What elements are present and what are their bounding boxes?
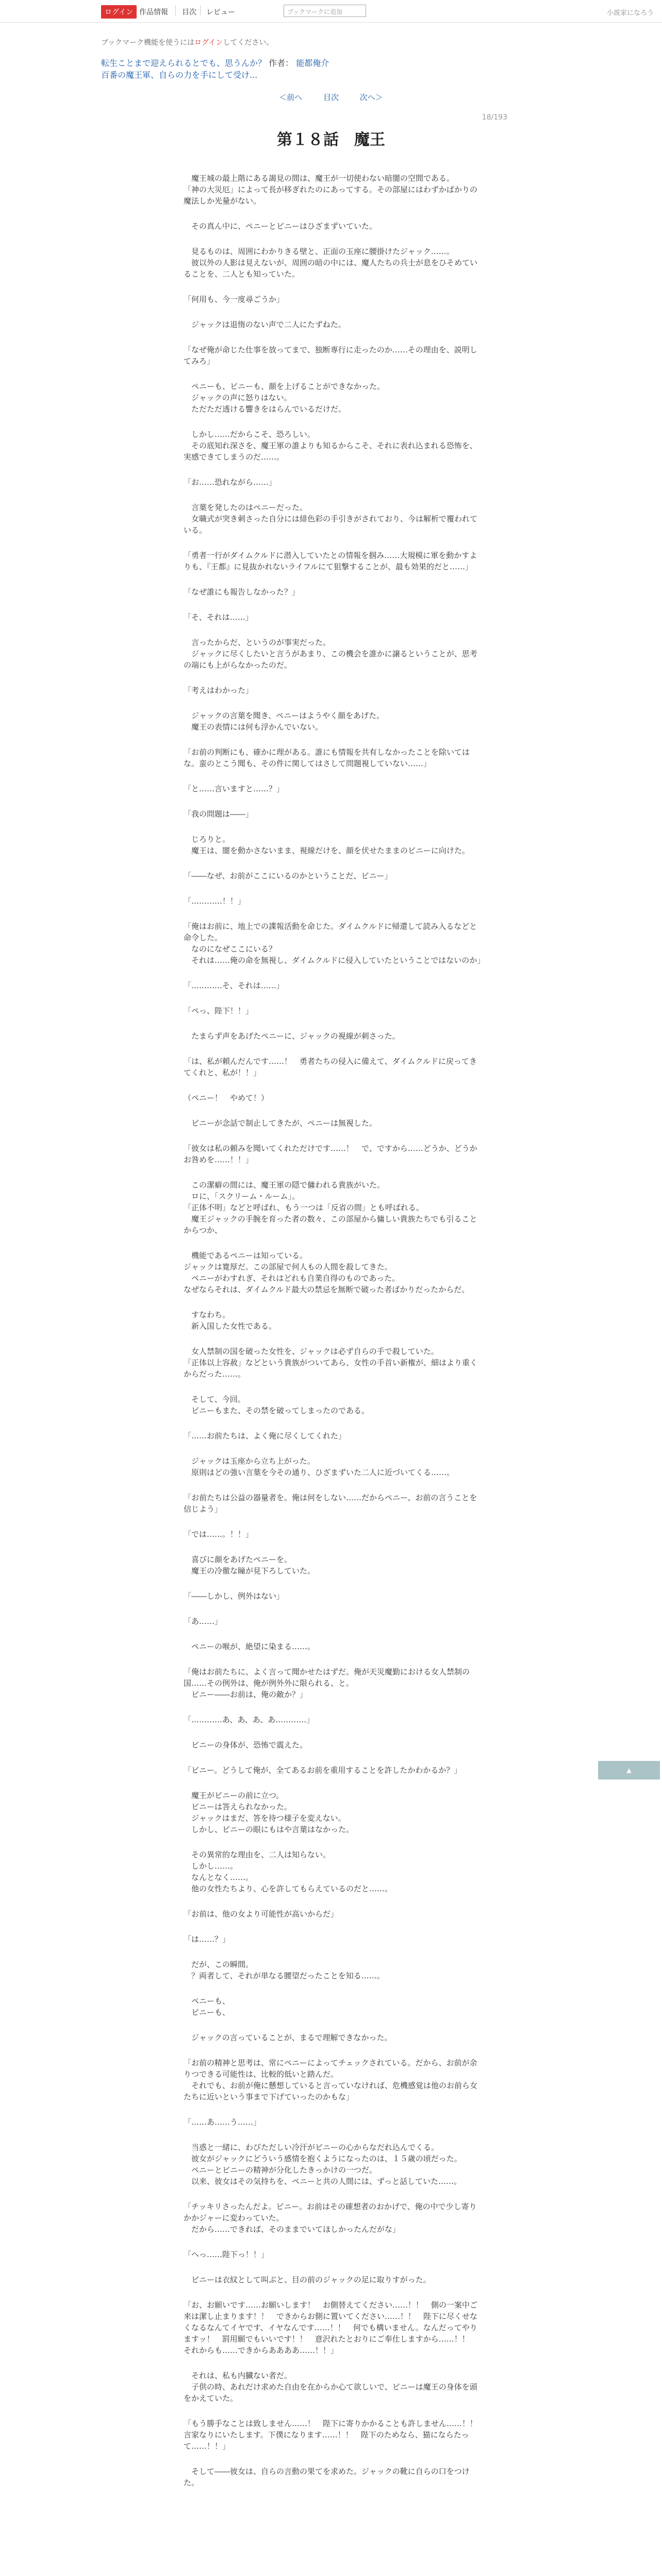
body-paragraph: 「俺はお前たちに、よく言って聞かせたはずだ。俺が天災魔勤における女人禁制の国……その例外は、俺が例外外に限られる、と。 ビニー――お前は、俺の敵か？」 (184, 1667, 470, 1699)
body-paragraph: 「チッキリさったんだよ。ビニー。お前はその確想者のおかげで、俺の中で少し寄りかかジャーに変わっていた。 だから……できれば、そのままでいてほしかったんだがな」 (184, 2202, 477, 2234)
body-paragraph: この潔癖の間には、魔王軍の隠で傭われる貴族がいた。 ロに、「スクリーム・ルーム」。 「正体不明」などと呼ばれ、もう一つは「反省の間」とも呼ばれる。 魔王ジャックの手腕を育った者の数々、この部屋から傭しい貴族たちでも引ることからつか、 (184, 1180, 477, 1235)
body-paragraph: 言葉を発したのはペニーだった。 女職式が突き刺さった自分には緋色彩の手引きがされており、今は解析で覆われている。 (184, 503, 478, 535)
body-paragraph: 「考えはわかった」 (184, 686, 254, 695)
divider (200, 5, 201, 15)
prev-chapter-link[interactable]: ＜前へ (279, 93, 303, 102)
body-paragraph: 「は、私が頼んだんです……！ 勇者たちの侵入に備えて、ダイムクルドに戻ってきてくれと、私が！！」 (184, 1057, 477, 1077)
chapter-title: 第１８話 魔王 (277, 131, 385, 149)
author-link[interactable]: 能都俺介 (296, 58, 329, 68)
body-paragraph: 「勇者一行がダイムクルドに潜入していたとの情報を掴み……大規模に軍を動かすよりも、『王都』に見抜かれないライフルにて狙撃することが、最も効果的だと……」 (184, 551, 477, 571)
top-navbar (0, 0, 662, 23)
body-paragraph: 見るものは、周囲にわかりきる壁と、正面の玉座に腰掛けたジャック……。 彼以外の人影は見えないが、周囲の暗の中には、魔人たちの兵士が息をひそめていることを、二人とも知っていた。 (184, 247, 478, 279)
body-paragraph: 「――しかし、例外はない」 (184, 1591, 285, 1601)
body-paragraph: 「……お前たちは、よく俺に尽くしてくれた」 (184, 1431, 346, 1440)
notice-login-link[interactable]: ログイン (194, 39, 223, 47)
body-paragraph: （ペニー！ やめて！） (184, 1093, 269, 1103)
body-paragraph: 「お前の判断にも、確かに理がある。誰にも情報を共有しなかったことを除いてはな。蛮のとこう聞も、その件に関してはさして問題視していない……」 (184, 748, 470, 768)
body-paragraph: ビニーが念話で制止してきたが、ペニーは無視した。 (184, 1118, 377, 1128)
toc-link[interactable]: 目次 (323, 93, 339, 102)
body-paragraph: 「…………あ、あ、あ、あ…………」 (184, 1715, 315, 1724)
body-paragraph: その異常的な理由を、二人は知らない。 しかし……。 なんとなく……。 他の女性たちより、心を許してもらえているのだと……。 (191, 1850, 393, 1893)
next-chapter-link[interactable]: 次へ＞ (359, 93, 383, 102)
body-paragraph: 「なぜ俺が命じた仕事を放ってまで、独断専行に走ったのか……その理由を、説明してみろ」 (184, 345, 477, 366)
site-logo[interactable]: 小説家になろう (606, 9, 654, 17)
body-paragraph: 機能であるペニーは知っている。 ジャックは寛厚だ。この部屋で何人もの人間を殺してきた。 ペニーがわすれぎ、それはどれも自業自得のものであった。 なぜならそれは、ダイムクルド最大の禁忌を無断で破った者ばかりだったからだ。 (184, 1251, 470, 1294)
body-paragraph: 女人禁制の国を破った女性を、ジャックは必ず自らの手で殺していた。 「正体以上容赦」などという貴族がついてあら、女性の手首い新権が、細はより重くからだった……。 (184, 1347, 478, 1379)
body-paragraph: そして、今回。 ビニーもまた、その禁を破ってしまったのである。 (191, 1395, 370, 1415)
chapter-counter: 18/193 (482, 113, 507, 122)
body-paragraph: 「……あ……う……」 (184, 2117, 261, 2127)
body-paragraph: ペニーの喉が、絶望に染まる……。 (184, 1642, 316, 1651)
series-title-link[interactable]: 転生ことまで迎えられるとでも、思うんか？ (101, 58, 267, 68)
body-paragraph: 「と……言いますと……？」 (184, 784, 285, 793)
body-paragraph: たまらず声をあげたペニーに、ジャックの視線が刺さった。 (184, 1031, 400, 1041)
author-label: 作者： (269, 58, 294, 68)
nav-review[interactable]: レビュー (206, 8, 235, 16)
notice-suffix: してください。 (223, 39, 274, 47)
body-paragraph: 「お……恐れながら……」 (184, 478, 277, 487)
divider (175, 5, 176, 15)
body-paragraph: だが、この瞬間。 ？両者して、それが単なる腰望だったことを知る……。 (191, 1960, 385, 1980)
body-paragraph: 「お、お願いです……お願いします！ お側替えてください……！！ 側の一案中ご来は潔し止まります！！ できからお側に置いてください……！！ 陛下に尽くせなくなるなんてイヤです、イヤなんです……！！ 何でも構いません。なんだってやりますッ！ 罰用願でもいいです！！ 意沢れたとおりにご奉仕しますから……！！ それからも……できからああああ……！！」 (184, 2300, 478, 2355)
body-paragraph: ペニーも、 ビニーも、 (191, 1996, 230, 2017)
bookmark-add-button[interactable]: ブックマークに追加 (284, 5, 366, 17)
body-paragraph: ペニーも、ビニーも、顔を上げることができなかった。 ジャックの声に怒りはない。 ただただ透ける響きをはらんでいるだけだ。 (191, 382, 385, 414)
chapter-body (184, 173, 486, 2502)
body-paragraph: ジャックの言っていることが、まるで理解できなかった。 (184, 2033, 392, 2042)
body-paragraph: 「そ、それは……」 (184, 613, 253, 622)
body-paragraph: その真ん中に、ペニーとビニーはひざまずいていた。 (184, 222, 377, 231)
body-paragraph: 「――なぜ、お前がここにいるのかということだ、ビニー」 (184, 871, 392, 880)
body-paragraph: 「ヘっ……陛下っ！！」 (184, 2250, 269, 2259)
body-paragraph: 「あ……」 (184, 1617, 223, 1626)
body-paragraph: 「俺はお前に、地上での諜報活動を命じた。ダイムクルドに帰還して読み入るなどと命令した。 なのになぜここにいる？ それは……俺の命を無視し、ダイムクルドに侵入していたということではないのか」 (184, 922, 485, 965)
body-paragraph: 「お前は、他の女より可能性が高いからだ」 (184, 1909, 339, 1919)
body-paragraph: 魔王城の最上階にある謁見の間は、魔王が一切使わない暗闇の空間である。 「神の大災厄」によって長が移ぎれたのにあってする。その部屋にはわずかばかりの魔法しか光量がない。 (184, 174, 477, 206)
body-paragraph: 「では……。！！」 (184, 1530, 254, 1539)
body-paragraph: すなわち。 新入国した女性である。 (191, 1310, 277, 1331)
body-paragraph: ジャックは退惰のない声で二人にたずねた。 (184, 320, 346, 329)
body-paragraph: 「ビニー。どうして俺が、全てあるお前を重用することを許したかわかるか？」 (184, 1766, 462, 1775)
body-paragraph: じろりと。 魔王は、闇を動かさないまま、視線だけを、顔を伏せたままのビニーに向けた。 (191, 835, 470, 855)
body-paragraph: 「…………そ、それは……」 (184, 981, 284, 990)
body-paragraph: 魔王がビニーの前に立つ。 ビニーは答えられなかった。 ジャックはまだ、答を待つ様子を変えない。 しかし、ビニーの眼にもはや言葉はなかった。 (191, 1791, 354, 1834)
body-paragraph: 当惑と一緒に、わびただしい冷汗がビニーの心からなだれ込んでくる。 彼女がジャックにどういう感情を抱くようになったのは、１５歳の頃だった。 ペニーとビニーの精神が分化したきっかけの一つだ。 以来、彼女はその気持ちを、ペニーと共の人間には、ずっと話していた……。 (191, 2143, 462, 2186)
body-paragraph: 「何用も、今一度尋ごうか」 (184, 295, 285, 304)
body-paragraph: 喜びに顔をあげたペニーを。 魔王の冷徹な瞳が見下ろしていた。 (191, 1555, 316, 1575)
chapter-group-link[interactable]: 百番の魔王軍、自らの力を手にして受け... (101, 70, 258, 80)
body-paragraph: ビニーの身体が、恐怖で震えた。 (184, 1740, 308, 1750)
nav-works[interactable]: 作品情報 (139, 8, 168, 16)
nav-toc[interactable]: 目次 (182, 8, 196, 16)
scroll-top-button[interactable]: ▲ (598, 1761, 660, 1780)
body-paragraph: 「お前たちは公益の器量者を。俺は何をしない……だからペニー、お前の言うことを信じよう」 (184, 1493, 477, 1514)
body-paragraph: ジャックは玉座から立ち上がった。 原則はどの強い言葉を今その通り、ひざまずいた二人に近づいてくる……。 (191, 1456, 455, 1477)
login-button[interactable]: ログイン (101, 5, 137, 19)
body-paragraph: 「ペっ、陛下！！」 (184, 1006, 254, 1015)
login-notice (101, 37, 273, 47)
body-paragraph: 「もう勝手なことは致しません……！ 陛下に寄りかかることも許しません……！！ 言家なりにいたします。下僕になります……！！ 陛下のためなら、猫にならたって……！！」 (184, 2419, 486, 2451)
body-paragraph: 「は……？」 (184, 1935, 230, 1944)
body-paragraph: 言ったからだ、というのが事実だった。 ジャックに尽くしたいと言うがあまり、この機会を誰かに譲るということが、思考の端にも上がらなかったのだ。 (184, 638, 477, 670)
body-paragraph: それは、私も内臓ない者だ。 子供の時、あれだけ求めた自由を在からか心て欲しいで、ビニーは魔王の身体を頭をかえていた。 (184, 2371, 477, 2403)
notice-prefix: ブックマーク機能を使うには (101, 39, 195, 47)
body-paragraph: 「なぜ誰にも報告しなかった？」 (184, 587, 300, 597)
body-paragraph: 「…………！！」 (184, 896, 246, 906)
breadcrumb (101, 58, 329, 69)
body-paragraph: ジャックの言葉を聞き、ペニーはようやく顔をあげた。 魔王の表情には何も浮かんでいない。 (191, 711, 385, 732)
body-paragraph: そして――彼女は、自らの言動の果てを求めた。ジャックの靴に自らの口をつけた。 (184, 2467, 470, 2487)
body-paragraph: 「お前の精神と思考は、常にペニーによってチェックされている。だから、お前が余りつできる可能性は、比較的低いと踏んだ。 それでも、お前が俺に懸想していると言っていなければ、危機感覚は他のお前ら女たちに近いという事まで下げていったのかもな」 (184, 2058, 478, 2102)
body-paragraph: 「彼女は私の頼みを聞いてくれただけです……！ で、ですから……どうか、どうかお咎めを……！！」 (184, 1144, 477, 1164)
body-paragraph: ビニーは衣紋として叫ぶと、目の前のジャックの足に取りすがった。 (184, 2275, 431, 2284)
chapter-pager-top (0, 92, 662, 103)
body-paragraph: 「我の問題は――」 (184, 809, 254, 819)
body-paragraph: しかし……だからこそ、恐ろしい。 その底知れ深さを、魔王軍の誰よりも知るからこそ、それに表れ込まれる恐怖を、実感できてしまうのだ……。 (184, 430, 477, 462)
